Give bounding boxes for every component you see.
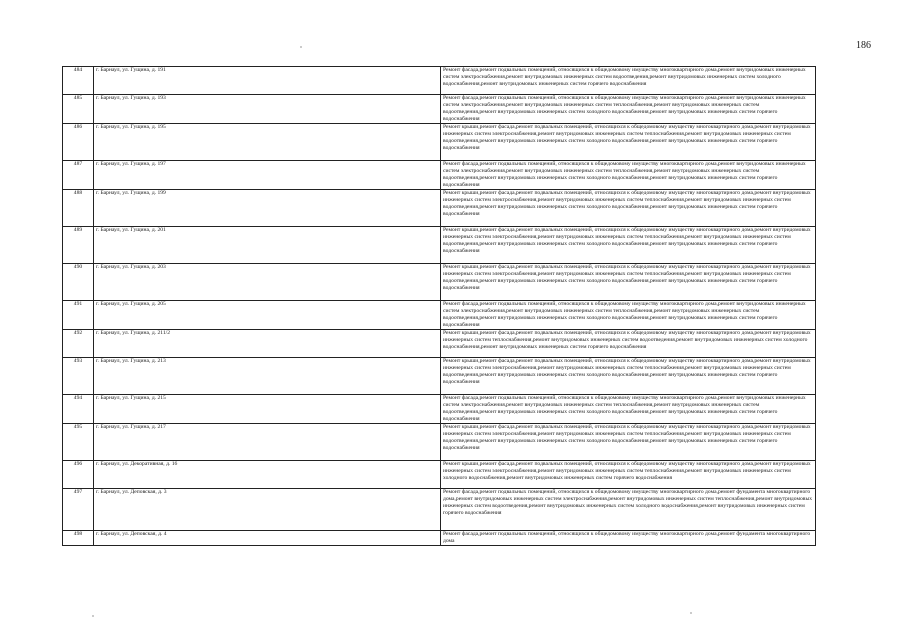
table-row: [63, 124, 816, 161]
table-row: [63, 301, 816, 330]
row-number: 496: [63, 461, 94, 489]
row-works: Ремонт крыши,ремонт фасада,ремонт подвальных помещений, относящихся к общедомовому имуществу многоквартирного дома,ремонт внутридомовых инженерных систем электроснабжения,ремонт внутридомовых инженерных систем теплоснабжения,ремонт внутридомовых инженерных систем водоотведения,ремонт внутридомовых инженерных систем холодного водоснабжения,ремонт внутридомовых инженерных систем горячего водоснабжения: [441, 264, 816, 301]
row-works: Ремонт крыши,ремонт фасада,ремонт подвальных помещений, относящихся к общедомовому имуществу многоквартирного дома,ремонт внутридомовых инженерных систем электроснабжения,ремонт внутридомовых инженерных систем теплоснабжения,ремонт внутридомовых инженерных систем водоотведения,ремонт внутридомовых инженерных систем холодного водоснабжения,ремонт внутридомовых инженерных систем горячего водоснабжения: [441, 227, 816, 264]
row-number: 497: [63, 489, 94, 531]
row-address: г. Барнаул, ул. Декоративная, д. 16: [94, 461, 441, 489]
row-works: Ремонт фасада,ремонт подвальных помещений, относящихся к общедомовому имуществу многоквартирного дома,ремонт фундамента многоквартирного дома: [441, 531, 816, 546]
table-row: [63, 227, 816, 264]
row-number: 492: [63, 330, 94, 358]
row-address: г. Барнаул, ул. Гущина, д. 213: [94, 358, 441, 395]
row-address: г. Барнаул, ул. Гущина, д. 199: [94, 190, 441, 227]
row-address: г. Барнаул, ул. Гущина, д. 215: [94, 395, 441, 424]
row-address: г. Барнаул, ул. Гущина, д. 217: [94, 424, 441, 461]
row-address: г. Барнаул, ул. Гущина, д. 193: [94, 95, 441, 124]
table-row: [63, 531, 816, 546]
row-works: Ремонт фасада,ремонт подвальных помещений, относящихся к общедомовому имуществу многоквартирного дома,ремонт внутридомовых инженерных систем электроснабжения,ремонт внутридомовых инженерных систем теплоснабжения,ремонт внутридомовых инженерных систем водоотведения,ремонт внутридомовых инженерных систем холодного водоснабжения,ремонт внутридомовых инженерных систем горячего водоснабжения: [441, 395, 816, 424]
table-row: [63, 461, 816, 489]
row-works: Ремонт крыши,ремонт фасада,ремонт подвальных помещений, относящихся к общедомовому имуществу многоквартирного дома,ремонт внутридомовых инженерных систем электроснабжения,ремонт внутридомовых инженерных систем теплоснабжения,ремонт внутридомовых инженерных систем водоотведения,ремонт внутридомовых инженерных систем холодного водоснабжения,ремонт внутридомовых инженерных систем горячего водоснабжения: [441, 358, 816, 395]
page-number: 186: [856, 40, 871, 51]
row-address: г. Барнаул, ул. Гущина, д. 201: [94, 227, 441, 264]
row-number: 495: [63, 424, 94, 461]
row-number: 494: [63, 395, 94, 424]
row-address: г. Барнаул, ул. Гущина, д. 205: [94, 301, 441, 330]
row-works: Ремонт крыши,ремонт фасада,ремонт подвальных помещений, относящихся к общедомовому имуществу многоквартирного дома,ремонт внутридомовых инженерных систем теплоснабжения,ремонт внутридомовых инженерных систем водоотведения,ремонт внутридомовых инженерных систем холодного водоснабжения,ремонт внутридомовых инженерных систем горячего водоснабжения: [441, 330, 816, 358]
registry-table: [62, 66, 816, 546]
row-number: 489: [63, 227, 94, 264]
row-number: 485: [63, 95, 94, 124]
registry-table-body: [63, 67, 816, 546]
table-row: [63, 161, 816, 190]
row-works: Ремонт фасада,ремонт подвальных помещений, относящихся к общедомовому имуществу многоквартирного дома,ремонт внутридомовых инженерных систем электроснабжения,ремонт внутридомовых инженерных систем теплоснабжения,ремонт внутридомовых инженерных систем водоотведения,ремонт внутридомовых инженерных систем холодного водоснабжения,ремонт внутридомовых инженерных систем горячего водоснабжения: [441, 161, 816, 190]
table-row: [63, 489, 816, 531]
row-number: 498: [63, 531, 94, 546]
table-row: [63, 95, 816, 124]
row-works: Ремонт фасада,ремонт подвальных помещений, относящихся к общедомовому имуществу многоквартирного дома,ремонт фундамента многоквартирного дома,ремонт внутридомовых инженерных систем электроснабжения,ремонт внутридомовых инженерных систем теплоснабжения,ремонт внутридомовых инженерных систем водоотведения,ремонт внутридомовых инженерных систем холодного водоснабжения,ремонт внутридомовых инженерных систем горячего водоснабжения: [441, 489, 816, 531]
table-row: [63, 424, 816, 461]
row-works: Ремонт крыши,ремонт фасада,ремонт подвальных помещений, относящихся к общедомовому имуществу многоквартирного дома,ремонт внутридомовых инженерных систем электроснабжения,ремонт внутридомовых инженерных систем теплоснабжения,ремонт внутридомовых инженерных систем холодного водоснабжения,ремонт внутридомовых инженерных систем горячего водоснабжения: [441, 461, 816, 489]
row-works: Ремонт крыши,ремонт фасада,ремонт подвальных помещений, относящихся к общедомовому имуществу многоквартирного дома,ремонт внутридомовых инженерных систем электроснабжения,ремонт внутридомовых инженерных систем теплоснабжения,ремонт внутридомовых инженерных систем водоотведения,ремонт внутридомовых инженерных систем холодного водоснабжения,ремонт внутридомовых инженерных систем горячего водоснабжения: [441, 190, 816, 227]
scan-speck: [300, 46, 302, 48]
row-works: Ремонт крыши,ремонт фасада,ремонт подвальных помещений, относящихся к общедомовому имуществу многоквартирного дома,ремонт внутридомовых инженерных систем электроснабжения,ремонт внутридомовых инженерных систем теплоснабжения,ремонт внутридомовых инженерных систем водоотведения,ремонт внутридомовых инженерных систем холодного водоснабжения,ремонт внутридомовых инженерных систем горячего водоснабжения: [441, 424, 816, 461]
row-works: Ремонт фасада,ремонт подвальных помещений, относящихся к общедомовому имуществу многоквартирного дома,ремонт внутридомовых инженерных систем электроснабжения,ремонт внутридомовых инженерных систем теплоснабжения,ремонт внутридомовых инженерных систем водоотведения,ремонт внутридомовых инженерных систем холодного водоснабжения,ремонт внутридомовых инженерных систем горячего водоснабжения: [441, 95, 816, 124]
row-works: Ремонт фасада,ремонт подвальных помещений, относящихся к общедомовому имуществу многоквартирного дома,ремонт внутридомовых инженерных систем электроснабжения,ремонт внутридомовых инженерных систем теплоснабжения,ремонт внутридомовых инженерных систем водоотведения,ремонт внутридомовых инженерных систем холодного водоснабжения,ремонт внутридомовых инженерных систем горячего водоснабжения: [441, 301, 816, 330]
table-row: [63, 330, 816, 358]
scan-speck: [92, 615, 94, 617]
table-row: [63, 190, 816, 227]
row-works: Ремонт фасада,ремонт подвальных помещений, относящихся к общедомовому имуществу многоквартирного дома,ремонт внутридомовых инженерных систем электроснабжения,ремонт внутридомовых инженерных систем водоотведения,ремонт внутридомовых инженерных систем холодного водоснабжения,ремонт внутридомовых инженерных систем горячего водоснабжения: [441, 67, 816, 95]
row-number: 484: [63, 67, 94, 95]
row-number: 490: [63, 264, 94, 301]
row-address: г. Барнаул, ул. Гущина, д. 195: [94, 124, 441, 161]
row-address: г. Барнаул, ул. Гущина, д. 211/2: [94, 330, 441, 358]
table-row: [63, 395, 816, 424]
row-number: 493: [63, 358, 94, 395]
row-address: г. Барнаул, ул. Гущина, д. 203: [94, 264, 441, 301]
row-address: г. Барнаул, ул. Деповская, д. 4: [94, 531, 441, 546]
row-number: 488: [63, 190, 94, 227]
row-address: г. Барнаул, ул. Гущина, д. 191: [94, 67, 441, 95]
row-number: 491: [63, 301, 94, 330]
row-number: 486: [63, 124, 94, 161]
table-row: [63, 67, 816, 95]
scan-speck: [690, 612, 692, 614]
row-address: г. Барнаул, ул. Деповская, д. 3: [94, 489, 441, 531]
row-address: г. Барнаул, ул. Гущина, д. 197: [94, 161, 441, 190]
table-row: [63, 264, 816, 301]
table-row: [63, 358, 816, 395]
row-number: 487: [63, 161, 94, 190]
row-works: Ремонт крыши,ремонт фасада,ремонт подвальных помещений, относящихся к общедомовому имуществу многоквартирного дома,ремонт внутридомовых инженерных систем электроснабжения,ремонт внутридомовых инженерных систем теплоснабжения,ремонт внутридомовых инженерных систем водоотведения,ремонт внутридомовых инженерных систем холодного водоснабжения,ремонт внутридомовых инженерных систем горячего водоснабжения: [441, 124, 816, 161]
